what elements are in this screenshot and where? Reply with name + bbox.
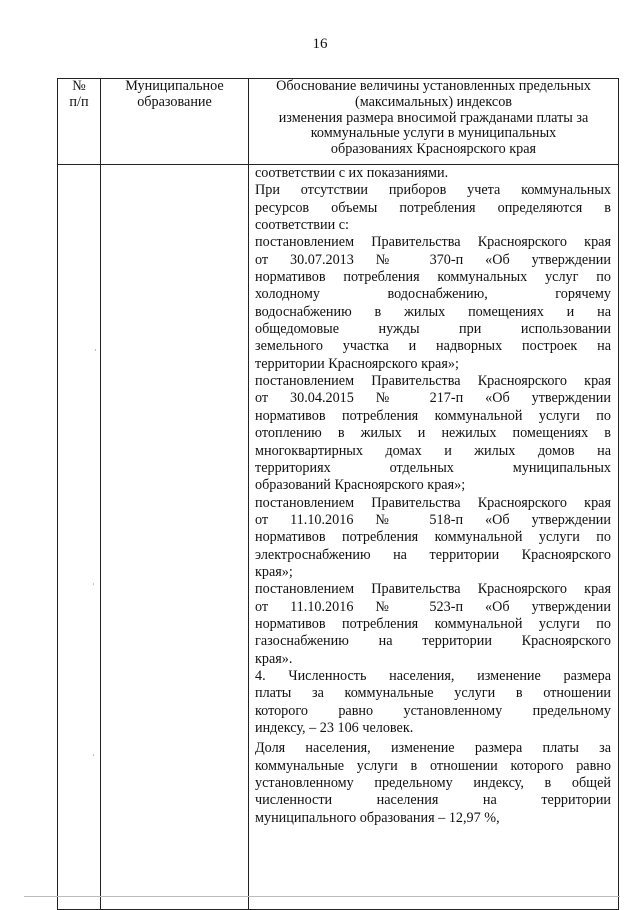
body-text-line: от 11.10.2016 № 518-п «Об утверждении: [255, 511, 611, 528]
body-text-line: от 30.04.2015 № 217-п «Об утверждении: [255, 390, 611, 407]
body-text-line: образований Красноярского края»;: [255, 477, 466, 494]
body-text-line: территориях отдельных муниципальных: [255, 459, 611, 476]
body-text-line: соответствии с:: [255, 217, 349, 234]
header-justification-line: (максимальных) индексов: [354, 93, 512, 110]
body-text-line: 4. Численность населения, изменение размера: [255, 667, 611, 684]
header-municipality: [101, 79, 249, 165]
header-number-line: п/п: [69, 93, 89, 110]
body-text-line: края».: [255, 650, 293, 667]
body-text-line: соответствии с их показаниями.: [255, 165, 449, 181]
body-text-line: установленному предельному индексу, в общей: [255, 775, 611, 792]
page-number: 16: [312, 36, 328, 52]
scan-dot: ·: [94, 346, 97, 355]
body-text-line: постановлением Правительства Красноярского края: [255, 581, 611, 598]
header-justification-line: коммунальные услуги в муниципальных: [310, 125, 557, 142]
header-justification-label: [276, 78, 591, 157]
body-text-line: постановлением Правительства Красноярского края: [255, 234, 611, 251]
body-text-line: нормативов потребления коммунальной услуги по: [255, 529, 611, 546]
cell-municipality: [101, 165, 249, 910]
body-text-line: нормативов потребления коммунальной услуги по: [255, 407, 611, 424]
justification-text: [255, 165, 611, 827]
body-text-line: нормативов потребления коммунальных услуг по: [255, 269, 611, 286]
header-justification-line: Обоснование величины установленных предельных: [276, 78, 591, 94]
body-text-line: электроснабжению на территории Красноярского: [255, 546, 611, 563]
scan-edge-line: [24, 896, 620, 897]
body-text-line: постановлением Правительства Красноярского края: [255, 373, 611, 390]
header-justification: [249, 79, 619, 165]
body-text-line: от 11.10.2016 № 523-п «Об утверждении: [255, 598, 611, 615]
header-municipality-line: образование: [137, 93, 212, 110]
body-text-line: ресурсов объемы потребления определяются в: [255, 199, 611, 216]
body-text-line: нормативов потребления коммунальной услуги по: [255, 615, 611, 632]
body-text-line: отоплению в жилых и нежилых помещениях в: [255, 425, 611, 442]
cell-justification: [249, 165, 619, 910]
body-text-line: Доля населения, изменение размера платы за: [255, 740, 611, 757]
body-text-line: холодному водоснабжению, горячему: [255, 286, 611, 303]
body-text-line: территории Красноярского края»;: [255, 355, 459, 372]
table-header-row: [58, 79, 619, 165]
body-text-line: земельного участка и надворных построек на: [255, 338, 611, 355]
header-number: [58, 79, 101, 165]
body-text-line: от 30.07.2013 № 370-п «Об утверждении: [255, 251, 611, 268]
table-body-row: [58, 165, 619, 910]
cell-number: [58, 165, 101, 910]
body-text-line: постановлением Правительства Красноярского края: [255, 494, 611, 511]
body-text-line: индексу, – 23 106 человек.: [255, 720, 414, 736]
body-text-line: которого равно установленному предельному: [255, 702, 611, 719]
body-text-line: При отсутствии приборов учета коммунальных: [255, 182, 611, 199]
body-text-line: водоснабжению в жилых помещениях и на: [255, 303, 611, 320]
body-text-line: численности населения на территории: [255, 792, 611, 809]
header-number-line: №: [72, 78, 86, 94]
indices-table: [57, 78, 619, 910]
body-text-line: многоквартирных домах и жилых домов на: [255, 442, 611, 459]
body-text-line: газоснабжению на территории Красноярского: [255, 633, 611, 650]
scan-dot: ·: [92, 580, 95, 589]
scan-dot: ·: [92, 751, 95, 760]
body-text-line: коммунальные услуги в отношении которого равно: [255, 757, 611, 774]
body-text-line: края»;: [255, 563, 293, 580]
header-justification-line: изменения размера вносимой гражданами платы за: [278, 109, 589, 126]
body-text-line: платы за коммунальные услуги в отношении: [255, 685, 611, 702]
header-justification-line: образованиях Красноярского края: [330, 141, 537, 158]
header-number-label: [69, 78, 88, 110]
header-municipality-label: [125, 78, 223, 110]
body-text-line: муниципального образования – 12,97 %,: [255, 809, 500, 826]
header-municipality-line: Муниципальное: [125, 78, 224, 94]
body-text-line: общедомовые нужды при использовании: [255, 321, 611, 338]
